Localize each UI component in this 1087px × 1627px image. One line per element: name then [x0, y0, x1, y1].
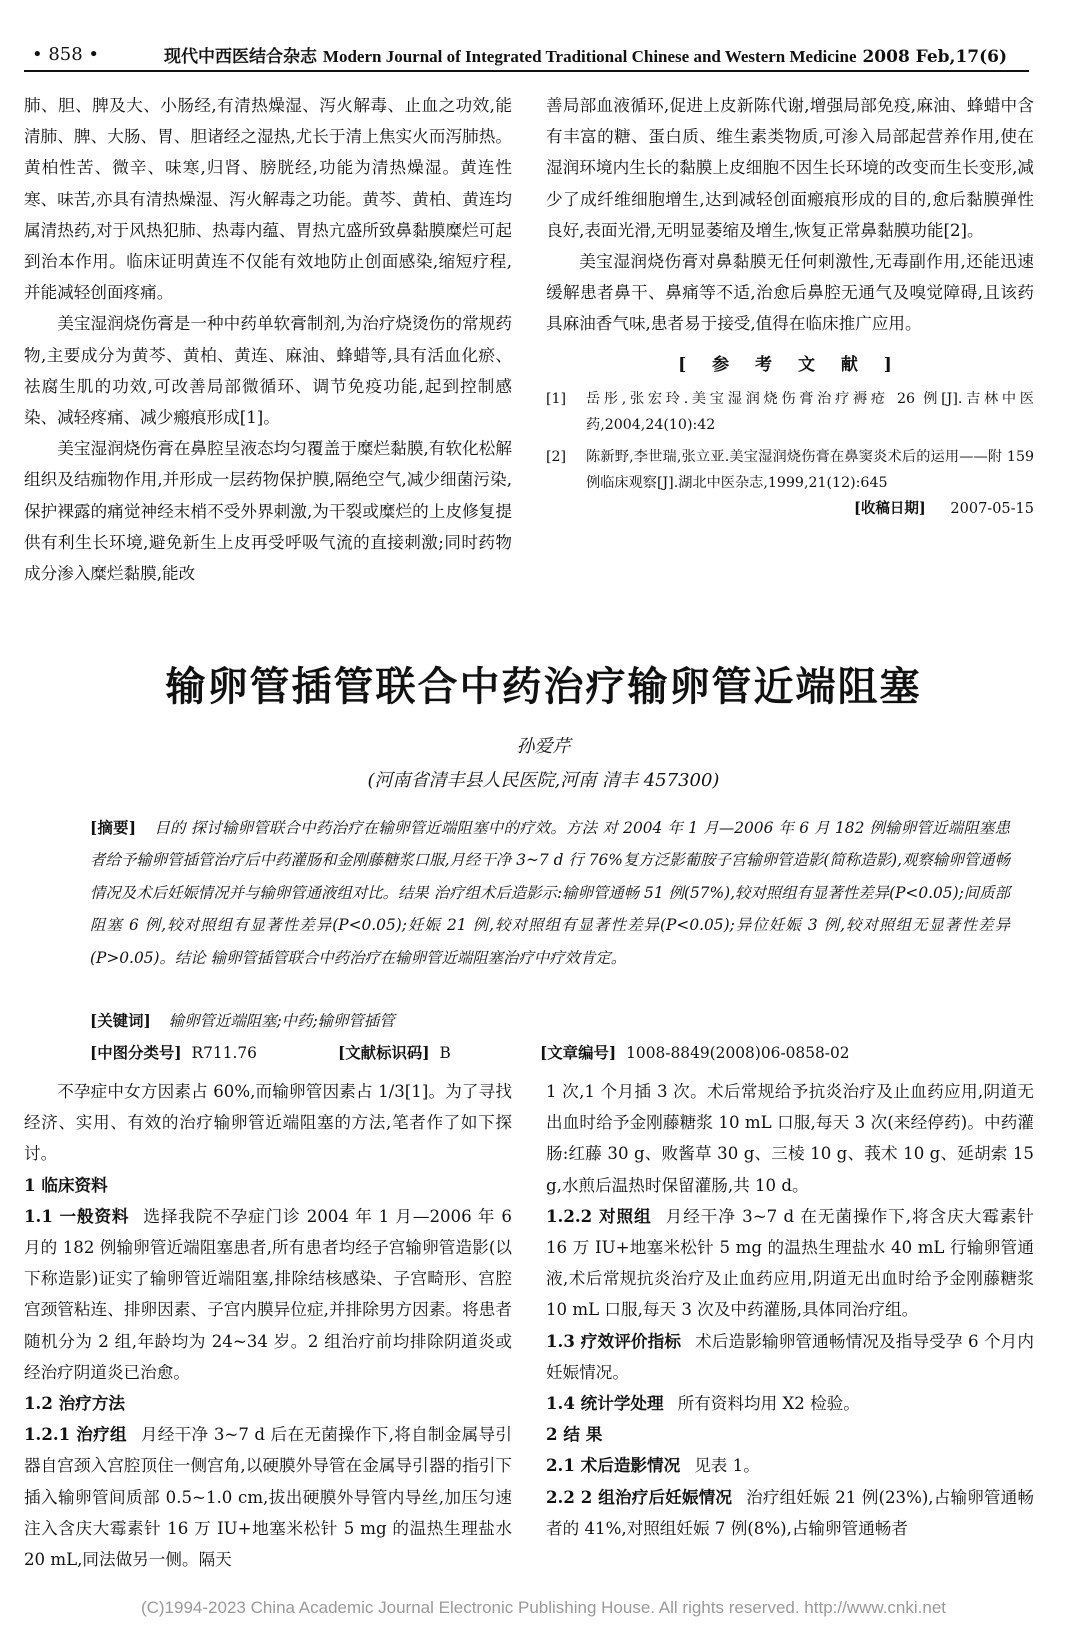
- paragraph: 不孕症中女方因素占 60%,而输卵管因素占 1/3[1]。为了寻找经济、实用、有效的治疗输卵管近端阻塞的方法,笔者作了如下探讨。: [24, 1082, 512, 1164]
- subsection-heading: 1.1 一般资料: [24, 1205, 130, 1226]
- subsection-heading: 2.2 2 组治疗后妊娠情况: [546, 1486, 733, 1507]
- journal-title-en: Modern Journal of Integrated Traditional Chinese and Western Medicine: [322, 47, 857, 66]
- subsection-text: 见表 1。: [694, 1456, 760, 1476]
- prev-article-right-column: [546, 90, 1034, 522]
- subsection-text: 月经干净 3~7 d 在无菌操作下,将含庆大霉素针 16 万 IU+地塞米松针 5 mg 的温热生理盐水 40 mL 行输卵管通液,术后常规抗炎治疗及止血药应用,阴道无出血时给予金刚藤糖浆 10 mL 口服,每天 3 次及中药灌肠,具体同治疗组。: [546, 1206, 1034, 1320]
- doc-code-label: [文献标识码]: [338, 1044, 430, 1062]
- document-code: [338, 1038, 451, 1068]
- article-affiliation: (河南省清丰县人民医院,河南 清丰 457300): [367, 770, 720, 791]
- clc-label: [中图分类号]: [90, 1044, 182, 1062]
- received-date: 2007-05-15: [950, 500, 1034, 517]
- section-heading: 1 临床资料: [24, 1174, 108, 1195]
- section-heading: 2 结 果: [546, 1424, 603, 1445]
- subsection-paragraph: [546, 1388, 1034, 1419]
- received-label: [收稿日期]: [854, 499, 926, 517]
- copyright-footer: (C)1994-2023 China Academic Journal Electronic Publishing House. All rights reserved. http://www.cnki.net: [140, 1598, 947, 1617]
- subsection-paragraph: [24, 1201, 512, 1388]
- paragraph: 肺、胆、脾及大、小肠经,有清热燥湿、泻火解毒、止血之功效,能清肺、脾、大肠、胃、胆诸经之湿热,尤长于清上焦实火而泻肺热。黄柏性苦、微辛、味寒,归肾、膀胱经,功能为清热燥湿。黄连性寒、味苦,亦具有清热燥湿、泻火解毒之功能。黄芩、黄柏、黄连均属清热药,对于风热犯肺、热毒内蕴、胃热亢盛所致鼻黏膜糜烂可起到治本作用。临床证明黄连不仅能有效地防止创面感染,缩短疗程,并能减轻创面疼痛。: [24, 96, 512, 303]
- article-author: 孙爱芹: [516, 736, 571, 757]
- subsection-text: 选择我院不孕症门诊 2004 年 1 月—2006 年 6 月的 182 例输卵管近端阻塞患者,所有患者均经子宫输卵管造影(以下称造影)证实了输卵管近端阻塞,排除结核感染、子宫畸形、宫腔宫颈管粘连、排卵因素、子宫内膜异位症,并排除男方因素。将患者随机分为 2 组,年龄均为 24~34 岁。2 组治疗前均排除阴道炎或经治疗阴道炎已治愈。: [24, 1206, 512, 1382]
- page-number: • 858 •: [32, 44, 100, 65]
- abstract: [90, 812, 1010, 974]
- clc-number: [90, 1038, 257, 1068]
- article-no-label: [文章编号]: [540, 1044, 617, 1062]
- reference-item: [546, 386, 1034, 438]
- subsection-paragraph: [546, 1482, 1034, 1544]
- subsection-text: 治疗组妊娠 21 例(23%),占输卵管通畅者的 41%,对照组妊娠 7 例(8%),占输卵管通畅者: [546, 1487, 1034, 1538]
- reference-number: [1]: [546, 390, 567, 407]
- keywords: [90, 1006, 1010, 1036]
- doc-code-value: B: [439, 1044, 451, 1062]
- prev-article-left-column: [24, 90, 512, 589]
- received-date-line: [546, 496, 1034, 522]
- subsection-text: 月经干净 3~7 d 后在无菌操作下,将自制金属导引器自宫颈入宫腔顶住一侧宫角,以硬膜外导管在金属导引器的指引下插入输卵管间质部 0.5~1.0 cm,拔出硬膜外导管内导丝,加压匀速注入含庆大霉素针 16 万 IU+地塞米松针 5 mg 的温热生理盐水 20 mL,同法做另一侧。隔天: [24, 1425, 512, 1570]
- header-rule: [24, 70, 1029, 72]
- section-heading: 1.2 治疗方法: [24, 1393, 126, 1414]
- subsection-text: 术后造影输卵管通畅情况及指导受孕 6 个月内妊娠情况。: [546, 1331, 1034, 1382]
- subsection-heading: 1.4 统计学处理: [546, 1393, 664, 1414]
- article-no-value: 1008-8849(2008)06-0858-02: [626, 1044, 850, 1062]
- abstract-label: [摘要]: [90, 819, 137, 837]
- running-header: [24, 38, 1029, 68]
- paragraph: 美宝湿润烧伤膏是一种中药单软膏制剂,为治疗烧烫伤的常规药物,主要成分为黄芩、黄柏、黄连、麻油、蜂蜡等,具有活血化瘀、祛腐生肌的功效,可改善局部微循环、调节免疫功能,起到控制感染、减轻疼痛、减少瘢痕形成[1]。: [24, 314, 512, 428]
- reference-text: 岳彤,张宏玲.美宝湿润烧伤膏治疗褥疮 26 例[J].吉林中医药,2004,24(10):42: [586, 390, 1034, 433]
- reference-number: [2]: [546, 448, 567, 465]
- subsection-heading: 1.3 疗效评价指标: [546, 1330, 682, 1351]
- clc-value: R711.76: [191, 1044, 257, 1062]
- subsection-paragraph: [546, 1450, 1034, 1481]
- paragraph: 1 次,1 个月插 3 次。术后常规给予抗炎治疗及止血药应用,阴道无出血时给予金刚藤糖浆 10 mL 口服,每天 3 次(来经停药)。中药灌肠:红藤 30 g、败酱草 30 g、三棱 10 g、莪术 10 g、延胡索 15 g,水煎后温热时保留灌肠,共 10 d。: [546, 1082, 1034, 1195]
- subsection-heading: 1.2.2 对照组: [546, 1205, 652, 1226]
- subsection-paragraph: [546, 1201, 1034, 1326]
- article-number: [540, 1038, 850, 1068]
- paragraph: 美宝湿润烧伤膏对鼻黏膜无任何刺激性,无毒副作用,还能迅速缓解患者鼻干、鼻痛等不适,治愈后鼻腔无通气及嗅觉障碍,且该药具麻油香气味,患者易于接受,值得在临床推广应用。: [546, 252, 1034, 334]
- keywords-text: 输卵管近端阻塞;中药;输卵管插管: [168, 1012, 395, 1030]
- paragraph: 善局部血液循环,促进上皮新陈代谢,增强局部免疫,麻油、蜂蜡中含有丰富的糖、蛋白质、维生素类物质,可渗入局部起营养作用,使在湿润环境内生长的黏膜上皮细胞不因生长环境的改变而生长变形,减少了成纤维细胞增生,达到减轻创面瘢痕形成的目的,愈后黏膜弹性良好,表面光滑,无明显萎缩及增生,恢复正常鼻黏膜功能[2]。: [546, 96, 1034, 240]
- paragraph: 美宝湿润烧伤膏在鼻腔呈液态均匀覆盖于糜烂黏膜,有软化松解组织及结痂物作用,并形成一层药物保护膜,隔绝空气,减少细菌污染,保护裸露的痛觉神经末梢不受外界刺激,为干裂或糜烂的上皮修复提供有利生长环境,避免新生上皮再受呼吸气流的直接刺激;同时药物成分渗入糜烂黏膜,能改: [24, 439, 512, 584]
- reference-item: [546, 444, 1034, 496]
- body-left-column: [24, 1076, 512, 1575]
- article-title: 输卵管插管联合中药治疗输卵管近端阻塞: [165, 664, 922, 710]
- keywords-label: [关键词]: [90, 1012, 151, 1030]
- subsection-heading: 2.1 术后造影情况: [546, 1455, 681, 1476]
- journal-title-cn: 现代中西医结合杂志: [164, 47, 317, 67]
- journal-issue: 2008 Feb,17(6): [862, 47, 1008, 67]
- subsection-paragraph: [24, 1419, 512, 1575]
- journal-title: [164, 42, 1007, 67]
- references-heading: [ 参 考 文 献 ]: [678, 354, 902, 375]
- reference-text: 陈新野,李世瑞,张立亚.美宝湿润烧伤膏在鼻窦炎术后的运用——附 159 例临床观察[J].湖北中医杂志,1999,21(12):645: [586, 448, 1034, 491]
- subsection-text: 所有资料均用 X2 检验。: [677, 1394, 860, 1414]
- body-right-column: [546, 1076, 1034, 1544]
- abstract-text: 目的 探讨输卵管联合中药治疗在输卵管近端阻塞中的疗效。方法 对 2004 年 1 月—2006 年 6 月 182 例输卵管近端阻塞患者给予输卵管插管治疗后中药灌肠和金刚藤糖浆口服,月经干净 3~7 d 行 76%复方泛影葡胺子宫输卵管造影(简称造影),观察输卵管通畅情况及术后妊娠情况并与输卵管通液组对比。结果 治疗组术后造影示:输卵管通畅 51 例(57%),较对照组有显著性差异(P<0.05);间质部阻塞 6 例,较对照组有显著性差异(P<0.05);妊娠 21 例,较对照组有显著性差异(P<0.05);异位妊娠 3 例,较对照组无显著性差异(P>0.05)。结论 输卵管插管联合中药治疗在输卵管近端阻塞治疗中疗效肯定。: [90, 819, 1010, 967]
- subsection-paragraph: [546, 1326, 1034, 1388]
- subsection-heading: 1.2.1 治疗组: [24, 1424, 127, 1445]
